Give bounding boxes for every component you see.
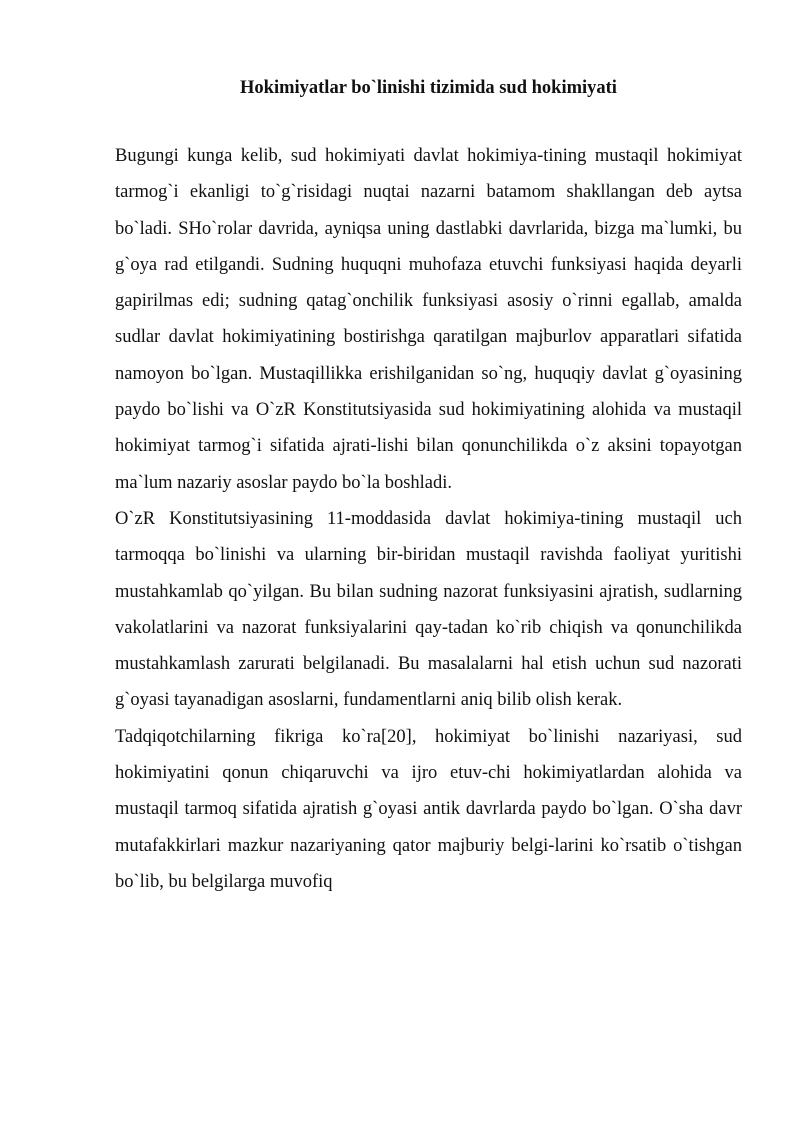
paragraph-1: Bugungi kunga kelib, sud hokimiyati davlat hokimiya-tining mustaqil hokimiyat tarmog`i ekanligi to`g`risidagi nuqtai nazarni batamom shakllangan deb aytsa bo`ladi. SHo`rolar davrida, ayniqsa uning dastlabki davrlarida, bizga ma`lumki, bu g`oya rad etilgandi. Sudning huquqni muhofaza etuvchi funksiyasi haqida deyarli gapirilmas edi; sudning qatag`onchilik funksiyasi asosiy o`rinni egallab, amalda sudlar davlat hokimiyatining bostirishga qaratilgan majburlov apparatlari sifatida namoyon bo`lgan. Mustaqillikka erishilganidan so`ng, huquqiy davlat g`oyasining paydo bo`lishi va O`zR Konstitutsiyasida sud hokimiyatining alohida va mustaqil hokimiyat tarmog`i sifatida ajrati-lishi bilan qonunchilikda o`z aksini topayotgan ma`lum nazariy asoslar paydo bo`la boshladi. [115, 146, 742, 493]
paragraph-3: Tadqiqotchilarning fikriga ko`ra[20], hokimiyat bo`linishi nazariyasi, sud hokimiyatini qonun chiqaruvchi va ijro etuv-chi hokimiyatlardan alohida va mustaqil tarmoq sifatida ajratish g`oyasi antik davrlarda paydo bo`lgan. O`sha davr mutafakkirlari mazkur nazariyaning qator majburiy belgi-larini ko`rsatib o`tishgan bo`lib, bu belgilarga muvofiq [115, 726, 742, 892]
document-page [115, 76, 742, 900]
document-title: Hokimiyatlar bo`linishi tizimida sud hokimiyati [240, 78, 617, 98]
paragraph-2: O`zR Konstitutsiyasining 11-moddasida davlat hokimiya-tining mustaqil uch tarmoqqa bo`linishi va ularning bir-biridan mustaqil ravishda faoliyat yuritishi mustahkamlab qo`yilgan. Bu bilan sudning nazorat funksiyasini ajratish, sudlarning vakolatlarini va nazorat funksiyalarini qay-tadan ko`rib chiqish va qonunchilikda mustahkamlash zarurati belgilanadi. Bu masalalarni hal etish uchun sud nazorati g`oyasi tayanadigan asoslarni, fundamentlarni aniq bilib olish kerak. [115, 508, 742, 711]
